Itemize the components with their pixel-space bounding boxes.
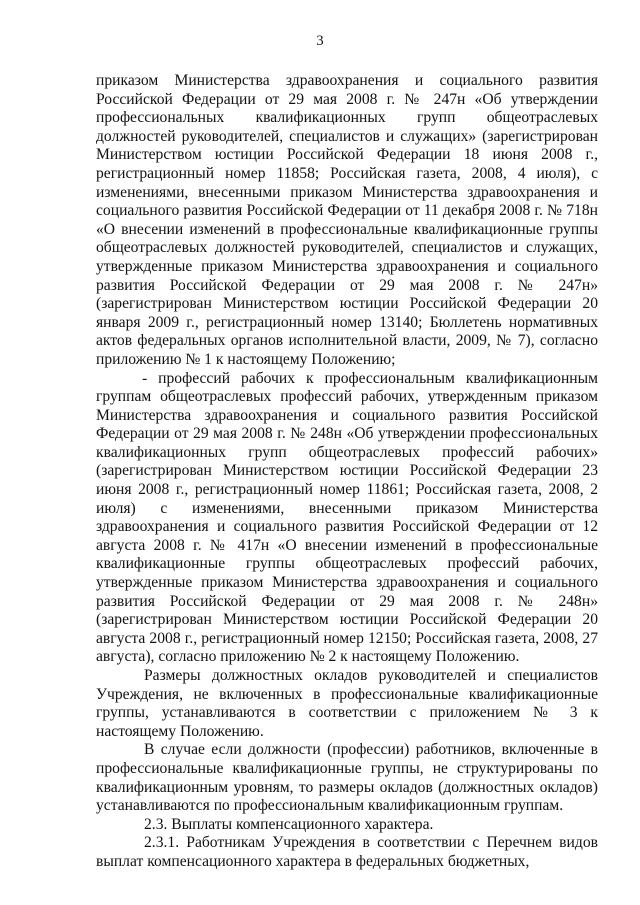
paragraph-worker-professions: - профессий рабочих к профессиональным квалификационным группам общеотраслевых профессий рабочих, утвержденным приказом Министерства здравоохранения и социального развития Российской Федерации от 29 мая 2008 г. № 248н «Об утверждении профессиональных квалификационных групп общеотраслевых профессий рабочих» (зарегистрирован Министерством юстиции Российской Федерации 23 июня 2008 г., регистрационный номер 11861; Российская газета, 2008, 2 июля) с изменениями, внесенными приказом Министерства здравоохранения и социального развития Российской Федерации от 12 августа 2008 г. № 417н «О внесении изменений в профессиональные квалификационные группы общеотраслевых профессий рабочих, утвержденные приказом Министерства здравоохранения и социального развития Российской Федерации от 29 мая 2008 г. № 248н» (зарегистрирован Министерством юстиции Российской Федерации 20 августа 2008 г., регистрационный номер 12150; Российская газета, 2008, 27 августа), согласно приложению № 2 к настоящему Положению. bbox=[96, 369, 598, 666]
section-heading-2-3: 2.3. Выплаты компенсационного характера. bbox=[144, 815, 434, 833]
paragraph-unstructured-positions: В случае если должности (профессии) работников, включенные в профессиональные квалификационные группы, не структурированы по квалификационным уровням, то размеры окладов (должностных окладов) устанавливаются по профессиональным квалификационным группам. bbox=[96, 741, 598, 815]
document-body bbox=[96, 72, 598, 872]
paragraph-salary-sizes: Размеры должностных окладов руководителей и специалистов Учреждения, не включенных в профессиональные квалификационные группы, устанавливаются в соответствии с приложением № 3 к настоящему Положению. bbox=[96, 667, 598, 740]
paragraph-2-3-1: 2.3.1. Работникам Учреждения в соответствии с Перечнем видов выплат компенсационного характера в федеральных бюджетных, bbox=[96, 834, 598, 870]
page-number: 3 bbox=[316, 33, 324, 49]
paragraph-continuation-247n: приказом Министерства здравоохранения и социального развития Российской Федерации от 29 мая 2008 г. № 247н «Об утверждении профессиональных квалификационных групп общеотраслевых должностей руководителей, специалистов и служащих» (зарегистрирован Министерством юстиции Российской Федерации 18 июня 2008 г., регистрационный номер 11858; Российская газета, 2008, 4 июля), с изменениями, внесенными приказом Министерства здравоохранения и социального развития Российской Федерации от 11 декабря 2008 г. № 718н «О внесении изменений в профессиональные квалификационные группы общеотраслевых должностей руководителей, специалистов и служащих, утвержденные приказом Министерства здравоохранения и социального развития Российской Федерации от 29 мая 2008 г. № 247н» (зарегистрирован Министерством юстиции Российской Федерации 20 января 2009 г., регистрационный номер 13140; Бюллетень нормативных актов федеральных органов исполнительной власти, 2009, № 7), согласно приложению № 1 к настоящему Положению; bbox=[96, 72, 598, 368]
